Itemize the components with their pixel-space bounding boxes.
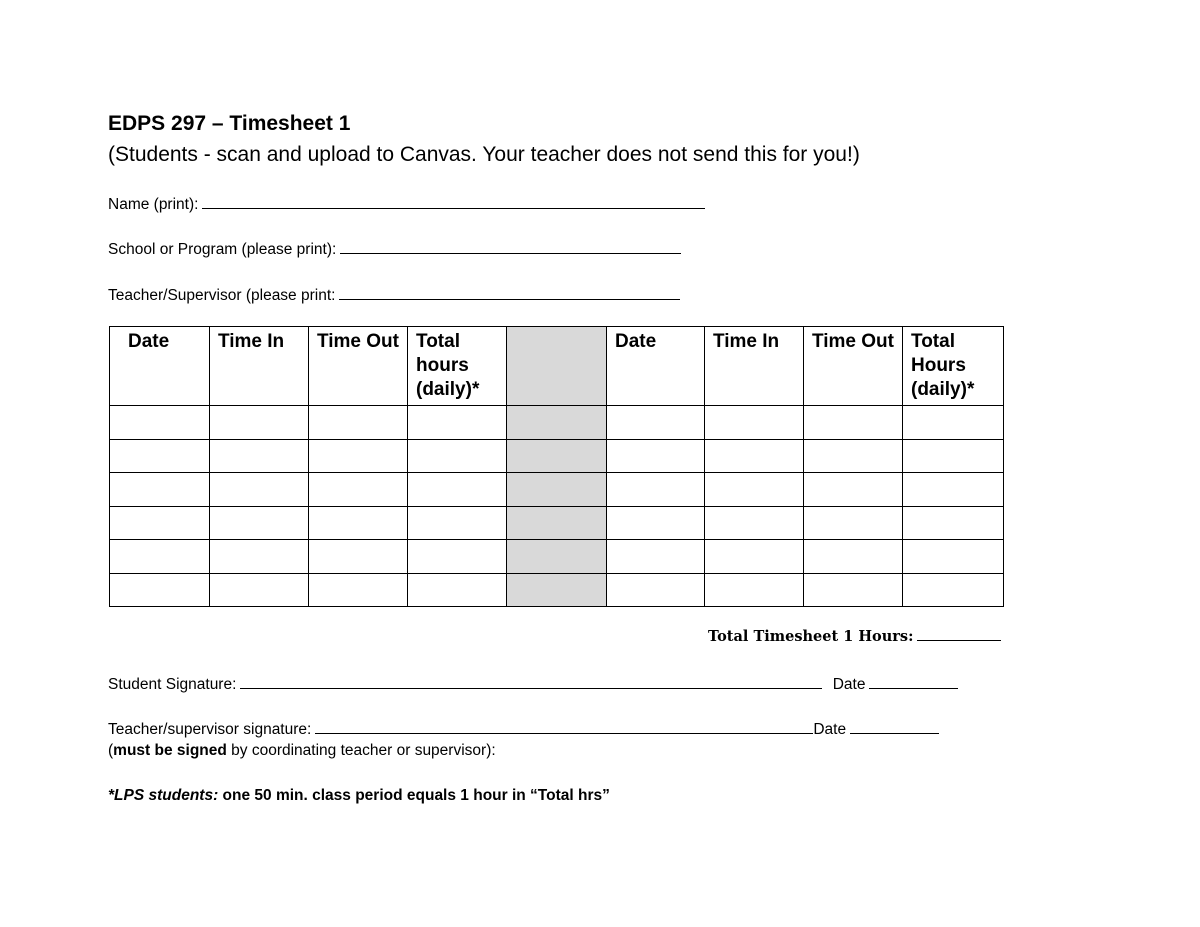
table-cell[interactable] [110,506,210,540]
teacher-label: Teacher/Supervisor (please print: [108,287,336,304]
table-cell[interactable] [110,439,210,473]
name-field [108,194,705,215]
table-cell[interactable] [110,473,210,507]
school-field [108,239,681,260]
must-sign-bold: must be signed [113,742,227,759]
table-cell[interactable] [607,406,705,440]
shaded-separator-cell [507,573,607,607]
table-cell[interactable] [903,540,1004,574]
table-cell[interactable] [903,573,1004,607]
teacher-field [108,285,680,306]
lps-note-rest: one 50 min. class period equals 1 hour in “Total hrs” [218,787,610,804]
table-cell[interactable] [903,406,1004,440]
header-time-in-2: Time In [705,327,804,406]
table-cell[interactable] [309,406,408,440]
must-sign-rest: by coordinating teacher or supervisor): [226,742,496,759]
table-cell[interactable] [705,439,804,473]
table-cell[interactable] [408,540,507,574]
table-cell[interactable] [309,540,408,574]
table-cell[interactable] [408,573,507,607]
student-signature-blank[interactable] [240,674,822,689]
table-row [110,506,1004,540]
name-blank-line[interactable] [202,194,705,209]
table-cell[interactable] [903,439,1004,473]
table-cell[interactable] [408,473,507,507]
document-subtitle: (Students - scan and upload to Canvas. Your teacher does not send this for you!) [108,143,860,166]
table-cell[interactable] [607,540,705,574]
table-cell[interactable] [408,406,507,440]
shaded-separator-cell [507,473,607,507]
table-row [110,573,1004,607]
table-cell[interactable] [210,573,309,607]
table-cell[interactable] [804,506,903,540]
table-cell[interactable] [705,406,804,440]
table-cell[interactable] [110,573,210,607]
table-cell[interactable] [705,473,804,507]
shaded-separator-cell [507,540,607,574]
timesheet-table [109,326,1004,607]
must-sign-note [108,741,496,761]
table-cell[interactable] [210,406,309,440]
teacher-signature-label: Teacher/supervisor signature: [108,721,312,738]
table-cell[interactable] [607,573,705,607]
school-blank-line[interactable] [340,239,681,254]
table-cell[interactable] [309,473,408,507]
student-date-label: Date [832,676,866,693]
table-cell[interactable] [210,439,309,473]
teacher-date-label: Date [813,721,847,738]
document-title: EDPS 297 – Timesheet 1 [108,112,351,135]
table-cell[interactable] [705,573,804,607]
total-hours-line [708,627,1001,647]
shaded-separator-cell [507,506,607,540]
header-time-in: Time In [210,327,309,406]
header-shaded-separator [507,327,607,406]
name-label: Name (print): [108,196,199,213]
header-date: Date [110,327,210,406]
table-cell[interactable] [607,439,705,473]
table-row [110,439,1004,473]
header-total-hours: Total hours (daily)* [408,327,507,406]
school-label: School or Program (please print): [108,241,337,258]
header-time-out: Time Out [309,327,408,406]
table-cell[interactable] [110,406,210,440]
table-cell[interactable] [804,473,903,507]
student-signature-field [108,674,958,695]
table-cell[interactable] [309,506,408,540]
table-cell[interactable] [804,573,903,607]
table-cell[interactable] [408,439,507,473]
table-cell[interactable] [210,506,309,540]
shaded-separator-cell [507,406,607,440]
lps-note-italic: *LPS students: [108,787,219,804]
table-cell[interactable] [903,473,1004,507]
total-hours-label: Total Timesheet 1 Hours: [708,628,914,645]
student-signature-label: Student Signature: [108,676,237,693]
teacher-blank-line[interactable] [339,285,680,300]
header-row [110,327,1004,406]
table-cell[interactable] [804,406,903,440]
table-cell[interactable] [309,573,408,607]
table-cell[interactable] [607,506,705,540]
teacher-signature-blank[interactable] [315,719,813,734]
lps-note [108,786,610,806]
header-date-2: Date [607,327,705,406]
table-cell[interactable] [705,540,804,574]
table-row [110,473,1004,507]
table-cell[interactable] [903,506,1004,540]
table-cell[interactable] [804,439,903,473]
shaded-separator-cell [507,439,607,473]
teacher-signature-field [108,719,939,740]
table-cell[interactable] [309,439,408,473]
header-time-out-2: Time Out [804,327,903,406]
table-cell[interactable] [607,473,705,507]
table-cell[interactable] [110,540,210,574]
table-cell[interactable] [705,506,804,540]
table-cell[interactable] [408,506,507,540]
teacher-date-blank[interactable] [850,719,939,734]
must-sign-open: ( [108,742,114,759]
header-total-hours-2: Total Hours (daily)* [903,327,1004,406]
table-cell[interactable] [804,540,903,574]
table-cell[interactable] [210,473,309,507]
table-row [110,540,1004,574]
total-hours-blank[interactable] [917,627,1001,641]
table-cell[interactable] [210,540,309,574]
student-date-blank[interactable] [869,674,958,689]
table-row [110,406,1004,440]
